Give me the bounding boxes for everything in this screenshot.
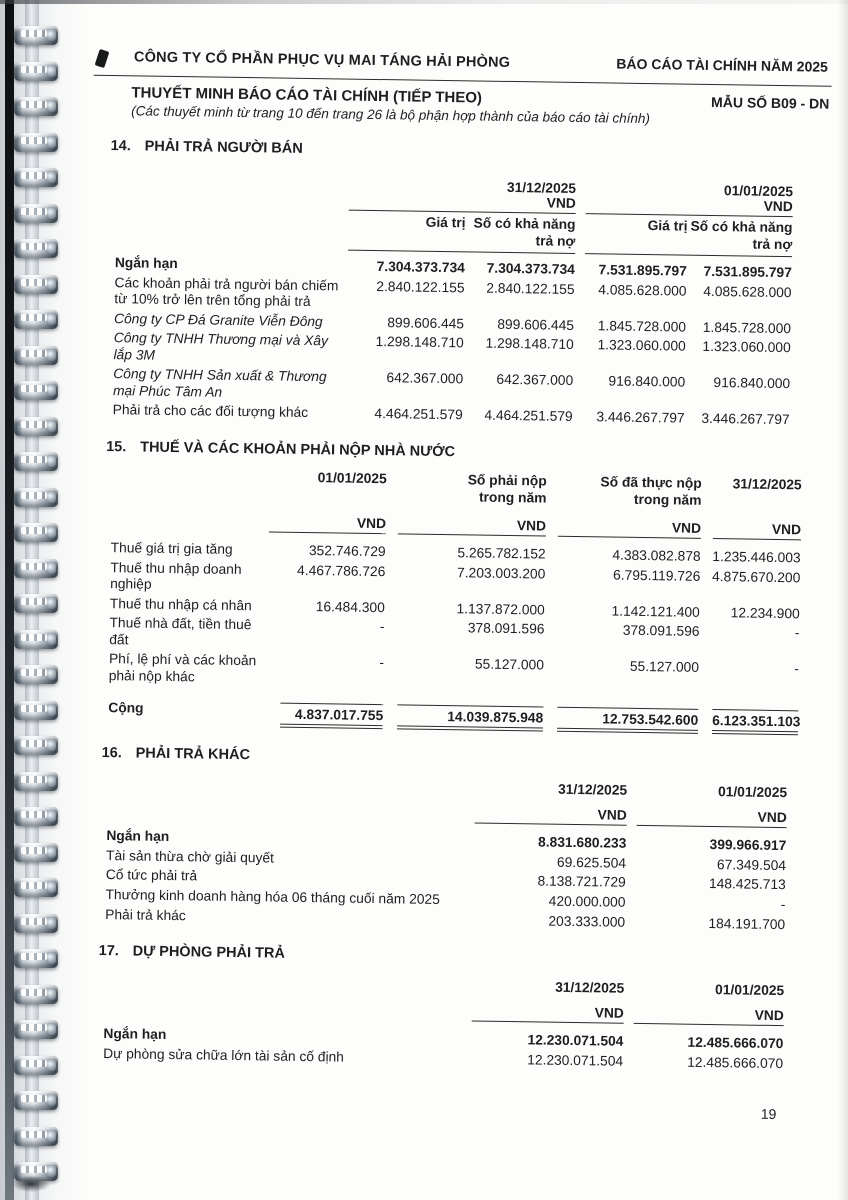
binding-ring	[14, 1091, 58, 1110]
column-header	[475, 781, 628, 826]
column-label: Số phải nộp trong năm	[467, 472, 547, 506]
cell-value: -	[379, 655, 385, 671]
column-group-header	[586, 169, 794, 217]
cell-value: 1.323.060.000	[702, 339, 791, 356]
column-header	[713, 476, 802, 540]
table-row	[109, 651, 823, 695]
column-label: 31/12/2025	[732, 476, 802, 493]
cell-value: 4.467.786.726	[297, 562, 386, 579]
cell-value: 1.137.872.000	[456, 600, 545, 618]
binding-ring	[14, 239, 58, 258]
cell-value: 148.425.713	[708, 876, 786, 893]
cell-value: 7.304.373.734	[376, 259, 465, 276]
spacer	[112, 467, 270, 469]
spacer	[116, 162, 349, 165]
row-label: Ngắn hạn	[114, 255, 178, 272]
column-label: 01/01/2025	[317, 470, 387, 487]
row-label: Thuế thu nhập doanh nghiệp	[110, 559, 242, 592]
binding-ring	[14, 736, 58, 755]
section-16-heading	[102, 745, 822, 772]
binding-ring	[14, 772, 58, 791]
column-unit: VND	[594, 1005, 624, 1021]
cell-value: 642.367.000	[496, 372, 574, 389]
row-label: Phải trả cho các đối tượng khác	[112, 402, 309, 421]
column-header: Số có khả năng trả nợ	[690, 218, 793, 252]
binding-ring	[14, 133, 58, 152]
binding-ring	[14, 914, 58, 933]
column-unit: VND	[597, 807, 627, 824]
report-title: BÁO CÁO TÀI CHÍNH NĂM 2025	[616, 55, 829, 75]
binding-ring	[14, 878, 58, 897]
cell-value: 4.464.251.579	[374, 406, 463, 423]
column-header: Giá trị	[647, 218, 688, 234]
column-header	[637, 783, 788, 828]
column-date: 31/12/2025	[557, 782, 628, 799]
cell-value: 8.831.680.233	[538, 834, 627, 852]
cell-value: 1.323.060.000	[597, 337, 686, 354]
column-group-header	[349, 166, 577, 214]
binding-ring	[14, 1127, 58, 1146]
row-label: Công ty CP Đá Granite Viễn Đông	[113, 310, 323, 329]
column-date: 01/01/2025	[715, 982, 785, 999]
cell-value: 1.298.148.710	[375, 334, 464, 351]
binding-ring	[14, 807, 58, 826]
cell-value: 1.845.728.000	[702, 319, 792, 336]
doc-title: THUYẾT MINH BÁO CÁO TÀI CHÍNH (TIẾP THEO)	[131, 84, 483, 107]
cell-value: -	[379, 619, 385, 635]
cell-value: 7.531.895.797	[598, 262, 687, 279]
section-title: PHẢI TRẢ NGƯỜI BÁN	[144, 138, 303, 157]
binding-ring	[14, 452, 58, 471]
cell-value: 3.446.267.797	[701, 411, 790, 428]
cell-value: 1.142.121.400	[611, 603, 700, 620]
cell-value: 352.746.729	[308, 543, 386, 560]
row-label: Công ty TNHH Thương mại và Xây lắp 3M	[113, 330, 329, 363]
cell-value: 12.485.666.070	[687, 1054, 784, 1071]
row-label: Thuế nhà đất, tiền thuê đất	[109, 615, 252, 648]
cell-value: 4.383.082.878	[612, 547, 701, 564]
page-content	[72, 34, 832, 1123]
cell-value: 184.191.700	[708, 915, 786, 932]
group-date: 01/01/2025	[723, 183, 794, 200]
column-unit: VND	[671, 520, 702, 536]
row-label: Ngắn hạn	[106, 828, 170, 845]
binding-ring	[14, 310, 58, 329]
column-unit: VND	[356, 515, 387, 532]
total-value: 12.753.542.600	[557, 707, 698, 734]
group-unit: VND	[763, 198, 793, 215]
column-header	[398, 471, 547, 536]
cell-value: 916.840.000	[713, 375, 791, 392]
cell-value: 2.840.122.155	[486, 280, 575, 297]
column-header	[634, 981, 785, 1026]
group-unit: VND	[546, 195, 576, 211]
section-title: PHẢI TRẢ KHÁC	[135, 745, 251, 764]
total-value: 6.123.351.103	[712, 709, 798, 735]
cell-value: 3.446.267.797	[596, 409, 685, 427]
taxes-payable-table	[108, 467, 826, 736]
column-header	[558, 474, 702, 539]
cell-value: 8.138.721.729	[537, 873, 626, 891]
column-date: 31/12/2025	[555, 979, 625, 996]
cell-value: 69.625.504	[556, 854, 627, 871]
form-number: MẪU SỐ B09 - DN	[711, 93, 830, 112]
section-15-heading	[106, 439, 826, 466]
provisions-table	[103, 973, 818, 1073]
section-number: 15.	[106, 439, 127, 456]
binding-ring	[14, 1056, 58, 1075]
cell-value: 55.127.000	[474, 656, 545, 673]
cell-value: 203.333.000	[548, 913, 626, 930]
row-label: Thuế thu nhập cá nhân	[109, 595, 252, 613]
row-label: Các khoản phải trả người bán chiếm từ 10% trở lên trên tổng phải trả	[114, 274, 339, 310]
cell-value: 899.606.445	[387, 314, 465, 332]
cell-value: 7.203.003.200	[457, 564, 546, 582]
cell-value: 12.485.666.070	[687, 1034, 784, 1052]
total-label: Cộng	[108, 700, 144, 716]
row-label: Cổ tức phải trả	[105, 867, 198, 884]
cell-value: 916.840.000	[608, 373, 686, 390]
cell-value: 420.000.000	[548, 893, 626, 910]
cell-value: 12.230.071.504	[527, 1052, 624, 1069]
binding-ring	[14, 985, 58, 1004]
column-header	[269, 469, 387, 534]
doc-header	[88, 34, 832, 76]
cell-value: 378.091.596	[467, 620, 545, 637]
scan-right-edge	[838, 0, 848, 1200]
table-header-row	[111, 467, 826, 541]
cell-value: 4.085.628.000	[703, 283, 792, 300]
section-title: DỰ PHÒNG PHẢI TRẢ	[132, 943, 285, 962]
section-number: 16.	[101, 745, 122, 762]
cell-value: 4.085.628.000	[598, 281, 687, 299]
cell-value: 12.230.071.504	[527, 1032, 624, 1049]
row-label: Thưởng kinh doanh hàng hóa 06 tháng cuối năm 2025	[105, 887, 440, 908]
binding-ring	[14, 665, 58, 684]
cell-value: 642.367.000	[386, 370, 464, 387]
binding-ring	[14, 381, 58, 400]
binding-ring	[14, 701, 58, 720]
section-number: 14.	[110, 138, 131, 155]
column-header	[472, 979, 625, 1024]
column-label: Số đã thực nộp trong năm	[600, 474, 702, 508]
company-name: CÔNG TY CỔ PHẦN PHỤC VỤ MAI TÁNG HẢI PHÒNG	[133, 49, 511, 71]
row-label: Công ty TNHH Sản xuất & Thương mại Phúc Tâm An	[112, 366, 327, 400]
cell-value: 4.464.251.579	[484, 408, 573, 425]
cell-value: 1.235.446.003	[712, 549, 801, 566]
spacer	[107, 775, 475, 780]
cell-value: -	[780, 897, 786, 913]
section-title: THUẾ VÀ CÁC KHOẢN PHẢI NỘP NHÀ NƯỚC	[140, 439, 456, 461]
binding-ring	[14, 594, 58, 613]
table-header-row	[104, 973, 819, 1027]
binding-ring	[14, 97, 58, 116]
cell-value: 12.234.900	[730, 604, 800, 621]
total-value: 14.039.875.948	[397, 705, 543, 732]
row-label: Ngắn hạn	[103, 1026, 167, 1043]
subheader-group	[348, 211, 576, 254]
binding-ring	[14, 26, 58, 45]
binding-ring	[14, 488, 58, 507]
cell-value: 7.531.895.797	[703, 263, 792, 281]
cell-value: 67.349.504	[716, 857, 787, 874]
binding-ring	[14, 949, 58, 968]
row-label: Dự phòng sửa chữa lớn tài sản cố định	[103, 1045, 345, 1065]
section-number: 17.	[98, 943, 119, 960]
binding-ring	[14, 275, 58, 294]
cell-value: 1.298.148.710	[485, 335, 574, 353]
other-payables-table	[105, 775, 821, 933]
scan-top-edge	[0, 0, 848, 4]
cell-value: 55.127.000	[629, 659, 700, 676]
page-number: 19	[760, 1106, 777, 1123]
cell-value: 899.606.445	[497, 316, 575, 333]
cell-value: 399.966.917	[709, 837, 787, 854]
doc-subtitle: (Các thuyết minh từ trang 10 đến trang 26 là bộ phận hợp thành của báo cáo tài chính)	[131, 103, 651, 127]
binding-ring	[14, 62, 58, 81]
cell-value: 5.265.782.152	[457, 545, 546, 562]
row-label: Phải trả khác	[105, 906, 186, 923]
cell-value: 378.091.596	[622, 622, 700, 640]
section-17-heading	[99, 943, 819, 970]
binding-ring	[14, 843, 58, 862]
binding-ring	[14, 168, 58, 187]
binding-ring	[14, 346, 58, 365]
row-label: Phí, lệ phí và các khoản phải nộp khác	[108, 651, 257, 685]
binding-ring	[14, 630, 58, 649]
cell-value: -	[794, 661, 800, 677]
payables-to-suppliers-table	[113, 162, 831, 430]
row-label: Thuế giá trị gia tăng	[110, 540, 233, 557]
total-value: 4.837.017.755	[280, 703, 383, 730]
cell-value: 7.304.373.734	[486, 260, 575, 278]
row-label: Tài sản thừa chờ giải quyết	[105, 847, 275, 866]
group-date: 31/12/2025	[506, 179, 577, 196]
cell-value: 6.795.119.726	[613, 567, 701, 584]
cell-value: 16.484.300	[315, 598, 385, 615]
cell-value: -	[794, 625, 800, 641]
binding-ring	[14, 523, 58, 542]
binding-ring	[14, 204, 58, 223]
spacer	[104, 973, 472, 978]
cell-value: 1.845.728.000	[597, 318, 687, 335]
column-unit: VND	[771, 521, 802, 538]
cell-value: 2.840.122.155	[376, 278, 465, 295]
column-date: 01/01/2025	[717, 784, 788, 801]
ink-smudge	[12, 1176, 50, 1192]
binding-ring	[14, 417, 58, 436]
column-header: Số có khả năng trả nợ	[473, 215, 576, 249]
binding-ring	[14, 559, 58, 578]
cell-value: 4.875.670.200	[711, 568, 801, 585]
column-unit: VND	[757, 810, 787, 826]
binding-ring	[14, 1020, 58, 1039]
section-14-heading	[111, 138, 831, 165]
column-unit: VND	[754, 1007, 784, 1024]
column-unit: VND	[516, 518, 547, 534]
table-total-row	[108, 700, 822, 736]
subheader-group	[585, 214, 793, 257]
column-header: Giá trị	[425, 214, 466, 231]
table-header-row	[107, 775, 822, 829]
